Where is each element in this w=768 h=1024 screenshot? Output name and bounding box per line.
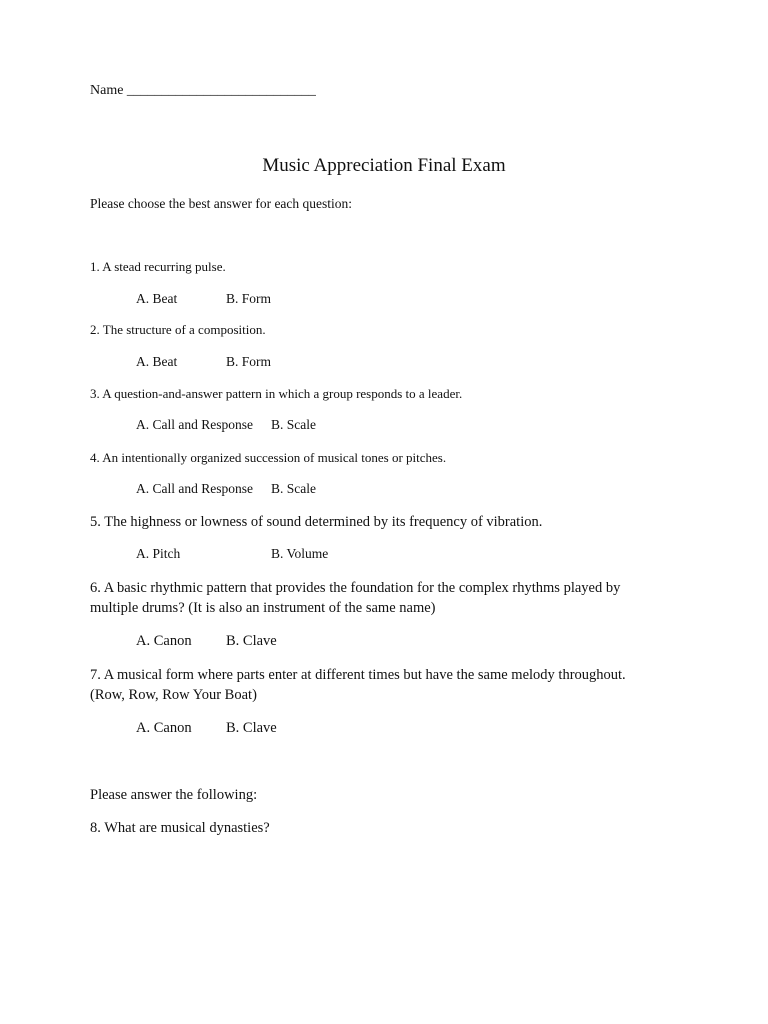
- multiple-choice-instructions: Please choose the best answer for each question:: [90, 196, 353, 211]
- question-2-text: 2. The structure of a composition.: [90, 322, 266, 337]
- question-6-option-a: A. Canon: [136, 633, 192, 649]
- question-3-text: 3. A question-and-answer pattern in which a group responds to a leader.: [90, 386, 463, 401]
- question-5-option-b: B. Volume: [271, 546, 329, 561]
- question-3-option-a: A. Call and Response: [136, 417, 253, 432]
- page-title: Music Appreciation Final Exam: [262, 155, 506, 176]
- question-1-option-a: A. Beat: [136, 291, 178, 306]
- question-7-text: 7. A musical form where parts enter at different times but have the same melody throughout. (Row, Row, Row Your Boat): [90, 667, 626, 703]
- question-6-option-b: B. Clave: [226, 633, 277, 649]
- question-4-option-a: A. Call and Response: [136, 481, 253, 496]
- question-1-text: 1. A stead recurring pulse.: [90, 259, 226, 274]
- question-7-option-b: B. Clave: [226, 720, 277, 736]
- question-2-option-b: B. Form: [226, 354, 272, 369]
- question-7-option-a: A. Canon: [136, 720, 192, 736]
- question-4-option-b: B. Scale: [271, 481, 316, 496]
- question-8-text: 8. What are musical dynasties?: [90, 820, 270, 836]
- name-field-line: Name ___________________________: [90, 83, 316, 98]
- open-question-instructions: Please answer the following:: [90, 787, 258, 803]
- question-1-option-b: B. Form: [226, 291, 272, 306]
- question-5-option-a: A. Pitch: [136, 546, 181, 561]
- question-3-option-b: B. Scale: [271, 417, 316, 432]
- question-5-text: 5. The highness or lowness of sound determined by its frequency of vibration.: [90, 514, 543, 530]
- question-6-text: 6. A basic rhythmic pattern that provides the foundation for the complex rhythms played by multiple drums? (It is also an instrument of the same name): [90, 580, 621, 616]
- question-2-option-a: A. Beat: [136, 354, 178, 369]
- question-4-text: 4. An intentionally organized succession of musical tones or pitches.: [90, 450, 447, 465]
